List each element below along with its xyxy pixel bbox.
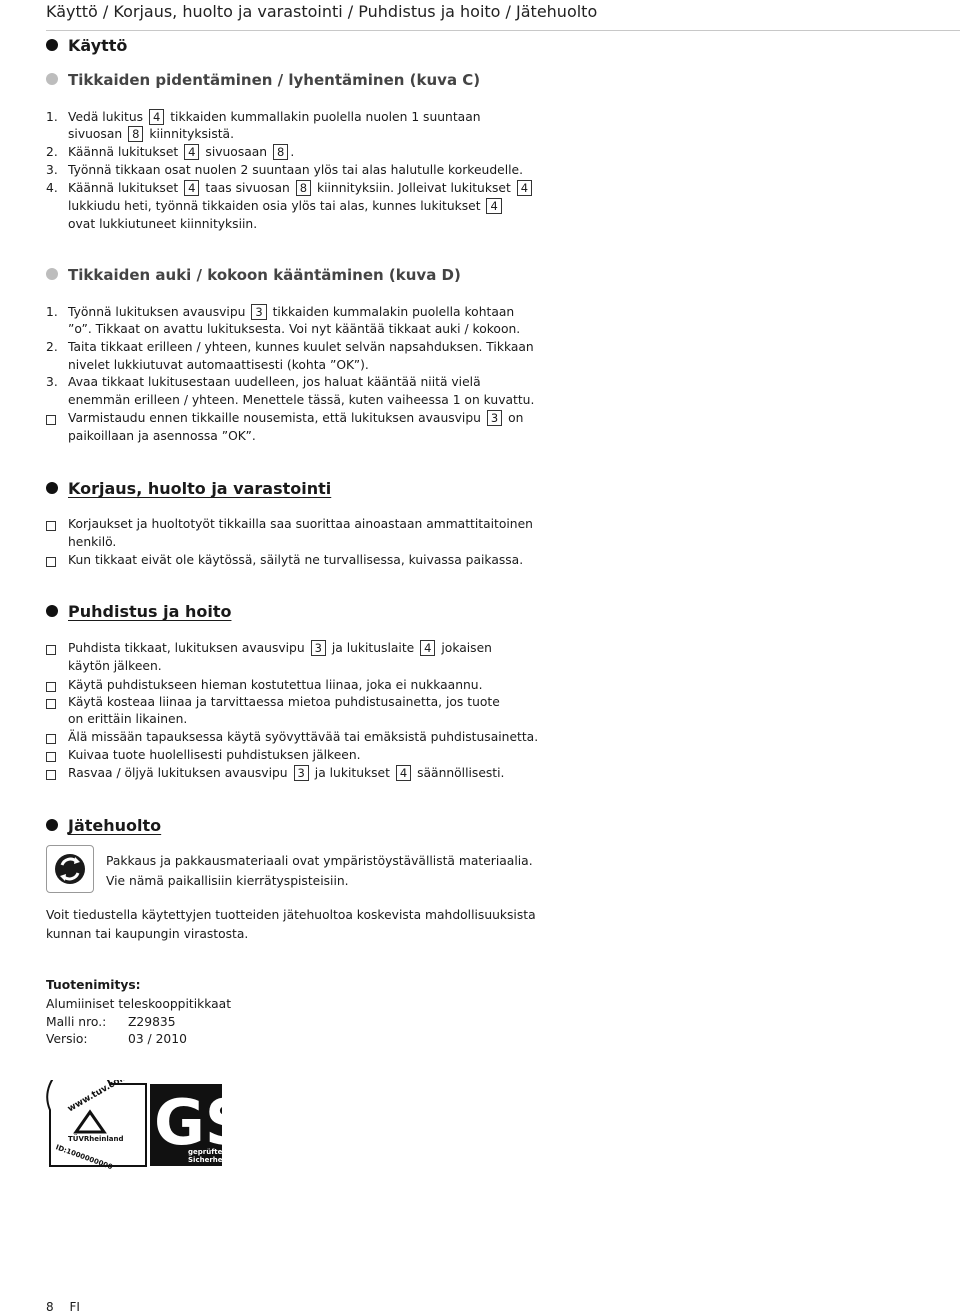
version-row — [46, 1031, 187, 1048]
text: sivuosaan — [205, 145, 268, 159]
text: Voit tiedustella käytettyjen tuotteiden jätehuoltoa koskevista mahdollisuuksista — [46, 908, 536, 922]
step-3 — [46, 162, 524, 179]
part-ref-box: 4 — [149, 109, 164, 125]
section-puhdistus — [46, 601, 231, 623]
text: lukkiudu heti, työnnä tikkaiden osia ylös tai alas, kunnes lukitukset — [68, 199, 481, 213]
bullet-text — [68, 677, 483, 694]
step-text: Taita tikkaat erilleen / yhteen, kunnes kuulet selvän napsahduksen. Tikkaan — [68, 340, 534, 354]
recycle-text — [106, 853, 533, 870]
text: jokaisen — [441, 641, 492, 655]
section-korjaus — [46, 478, 331, 500]
text: ovat lukkiutuneet kiinnityksiin. — [68, 217, 258, 231]
text: on — [508, 411, 524, 425]
text: Vie nämä paikallisiin kierrätyspisteisiin. — [106, 874, 349, 888]
gs-sub2: Sicherheit — [188, 1156, 226, 1164]
disposal-text — [46, 907, 536, 924]
subsection-pidentaminen — [46, 69, 480, 91]
text: Työnnä lukituksen avausvipu — [68, 305, 246, 319]
step-4-cont — [68, 198, 504, 215]
checkbox-bullet-icon — [46, 645, 56, 655]
section-title: Jätehuolto — [68, 816, 162, 835]
language-code: FI — [69, 1300, 80, 1314]
bullet-text-cont — [68, 711, 187, 728]
model-row — [46, 1014, 176, 1031]
checkbox-bullet-icon — [46, 557, 56, 567]
text: Rasvaa / öljyä lukituksen avausvipu — [68, 766, 288, 780]
bullet-icon — [46, 482, 58, 494]
step-number: 2. — [46, 340, 58, 354]
tuv-id: ID:1000000000 — [54, 1143, 114, 1170]
bullet-text — [68, 729, 538, 746]
checkbox-bullet-icon — [46, 770, 56, 780]
part-ref-box: 3 — [487, 410, 502, 426]
bullet-text-cont — [68, 534, 116, 551]
bullet-icon — [46, 39, 58, 51]
bullet-icon — [46, 605, 58, 617]
text: Älä missään tapauksessa käytä syövyttävää tai emäksistä puhdistusainetta. — [68, 730, 539, 744]
text: ”o”. Tikkaat on avattu lukituksesta. Voi nyt kääntää tikkaat auki / kokoon. — [68, 322, 521, 336]
text: tikkaiden kummalakin puolella kohtaan — [272, 305, 515, 319]
version-label: Versio: — [46, 1032, 88, 1046]
version-value: 03 / 2010 — [128, 1032, 187, 1046]
bullet-icon — [46, 819, 58, 831]
step-1 — [46, 109, 481, 126]
checkbox-bullet-icon — [46, 699, 56, 709]
step-text — [68, 180, 534, 197]
text: Korjaukset ja huoltotyöt tikkailla saa suorittaa ainoastaan ammattitaitoinen — [68, 517, 533, 531]
text: Tuotenimitys: — [46, 978, 141, 992]
text: nivelet lukkiutuvat automaattisesti (kohta ”OK”). — [68, 358, 369, 372]
checkbox-bullet-icon — [46, 521, 56, 531]
step-number: 1. — [46, 305, 58, 319]
bullet-icon — [46, 73, 58, 85]
step-text — [68, 304, 514, 321]
step-text: Työnnä tikkaan osat nuolen 2 suuntaan ylös tai alas halutulle korkeudelle. — [68, 163, 524, 177]
checkbox-bullet-icon — [46, 734, 56, 744]
section-jatehuolto — [46, 815, 161, 837]
text: Käytä kosteaa liinaa ja tarvittaessa mietoa puhdistusainetta, jos tuote — [68, 695, 500, 709]
part-ref-box: 8 — [296, 180, 311, 196]
part-ref-box: 4 — [184, 180, 199, 196]
subsection-kaantaminen — [46, 264, 461, 286]
checkbox-bullet-icon — [46, 415, 56, 425]
text: säännöllisesti. — [417, 766, 505, 780]
note-line-cont — [68, 428, 256, 445]
tuv-url: www.tuv.com — [66, 1080, 131, 1115]
gs-letters: G — [154, 1086, 205, 1159]
bullet-text — [68, 640, 492, 657]
bullet-text — [68, 747, 361, 764]
section-title: Käyttö — [68, 36, 128, 55]
subsection-title: Tikkaiden auki / kokoon kääntäminen (kuva D) — [68, 266, 461, 284]
text: paikoillaan ja asennossa ”OK”. — [68, 429, 256, 443]
text: Alumiiniset teleskooppitikkaat — [46, 997, 232, 1011]
step-2 — [46, 339, 534, 356]
text: käytön jälkeen. — [68, 659, 162, 673]
step-number: 3. — [46, 163, 58, 177]
text: Vedä lukitus — [68, 110, 144, 124]
page-footer — [46, 1299, 80, 1315]
step-text — [68, 109, 481, 126]
bullet-icon — [46, 268, 58, 280]
part-ref-box: 3 — [311, 640, 326, 656]
text: Varmistaudu ennen tikkaille nousemista, että lukituksen avausvipu — [68, 411, 481, 425]
part-ref-box: 4 — [184, 144, 199, 160]
step-4 — [46, 180, 529, 197]
page-header — [46, 0, 960, 31]
bullet-text — [68, 765, 504, 782]
step-number: 1. — [46, 110, 58, 124]
product-heading — [46, 977, 141, 994]
bullet-text-cont — [68, 658, 162, 675]
text: kiinnityksistä. — [149, 127, 235, 141]
checkbox-bullet-icon — [46, 682, 56, 692]
section-kaytto — [46, 35, 127, 57]
step-number: 2. — [46, 145, 58, 159]
step-3 — [46, 374, 481, 391]
model-value: Z29835 — [128, 1015, 176, 1029]
bullet-text — [68, 552, 523, 569]
section-title: Korjaus, huolto ja varastointi — [68, 479, 332, 498]
text: Kuivaa tuote huolellisesti puhdistuksen jälkeen. — [68, 748, 361, 762]
note-line — [68, 410, 523, 427]
text: Käytä puhdistukseen hieman kostutettua liinaa, joka ei nukkaannu. — [68, 678, 483, 692]
text: ja lukituslaite — [331, 641, 415, 655]
text: henkilö. — [68, 535, 117, 549]
step-number: 4. — [46, 181, 58, 195]
part-ref-box: 4 — [517, 180, 532, 196]
gs-sub1: geprüfte — [188, 1148, 223, 1156]
part-ref-box: 8 — [128, 126, 143, 142]
step-2-cont — [68, 357, 369, 374]
part-ref-box: 4 — [420, 640, 435, 656]
section-title: Puhdistus ja hoito — [68, 602, 232, 621]
text: taas sivuosan — [205, 181, 290, 195]
step-3-cont — [68, 392, 534, 409]
part-ref-box: 3 — [251, 304, 266, 320]
bullet-text — [68, 516, 533, 533]
part-ref-box: 8 — [273, 144, 288, 160]
text: kiinnityksiin. Jolleivat lukitukset — [316, 181, 511, 195]
subsection-title: Tikkaiden pidentäminen / lyhentäminen (kuva C) — [68, 71, 481, 89]
disposal-text-cont — [46, 926, 248, 943]
text: Kun tikkaat eivät ole käytössä, säilytä ne turvallisessa, kuivassa paikassa. — [68, 553, 524, 567]
recycle-icon — [46, 845, 94, 893]
part-ref-box: 3 — [294, 765, 309, 781]
step-4-cont2 — [68, 216, 257, 233]
gs-certificate-logo — [46, 1080, 226, 1170]
text: sivuosan — [68, 127, 123, 141]
tuv-brand: TÜVRheinland — [68, 1135, 124, 1143]
text: Pakkaus ja pakkausmateriaali ovat ympäristöystävällistä materiaalia. — [106, 854, 533, 868]
step-1-cont — [68, 321, 520, 338]
text: Käännä lukitukset — [68, 181, 179, 195]
product-name — [46, 996, 231, 1013]
breadcrumb: Käyttö / Korjaus, huolto ja varastointi / Puhdistus ja hoito / Jätehuolto — [46, 2, 598, 21]
page-number: 8 — [46, 1300, 54, 1314]
text: ja lukitukset — [314, 766, 390, 780]
text: on erittäin likainen. — [68, 712, 188, 726]
step-text — [68, 144, 294, 161]
model-label: Malli nro.: — [46, 1015, 107, 1029]
text: enemmän erilleen / yhteen. Menettele tässä, kuten vaiheessa 1 on kuvattu. — [68, 393, 535, 407]
step-number: 3. — [46, 375, 58, 389]
text: kunnan tai kaupungin virastosta. — [46, 927, 249, 941]
text: Käännä lukitukset — [68, 145, 179, 159]
text: tikkaiden kummallakin puolella nuolen 1 suuntaan — [170, 110, 481, 124]
text: Puhdista tikkaat, lukituksen avausvipu — [68, 641, 305, 655]
text: . — [290, 145, 295, 159]
part-ref-box: 4 — [486, 198, 501, 214]
part-ref-box: 4 — [396, 765, 411, 781]
step-1 — [46, 304, 515, 321]
recycle-text-cont — [106, 873, 349, 890]
checkbox-bullet-icon — [46, 752, 56, 762]
step-text: Avaa tikkaat lukitusestaan uudelleen, jos haluat kääntää niitä vielä — [68, 375, 481, 389]
step-2 — [46, 144, 295, 161]
step-1-cont — [68, 126, 234, 143]
bullet-text — [68, 694, 500, 711]
